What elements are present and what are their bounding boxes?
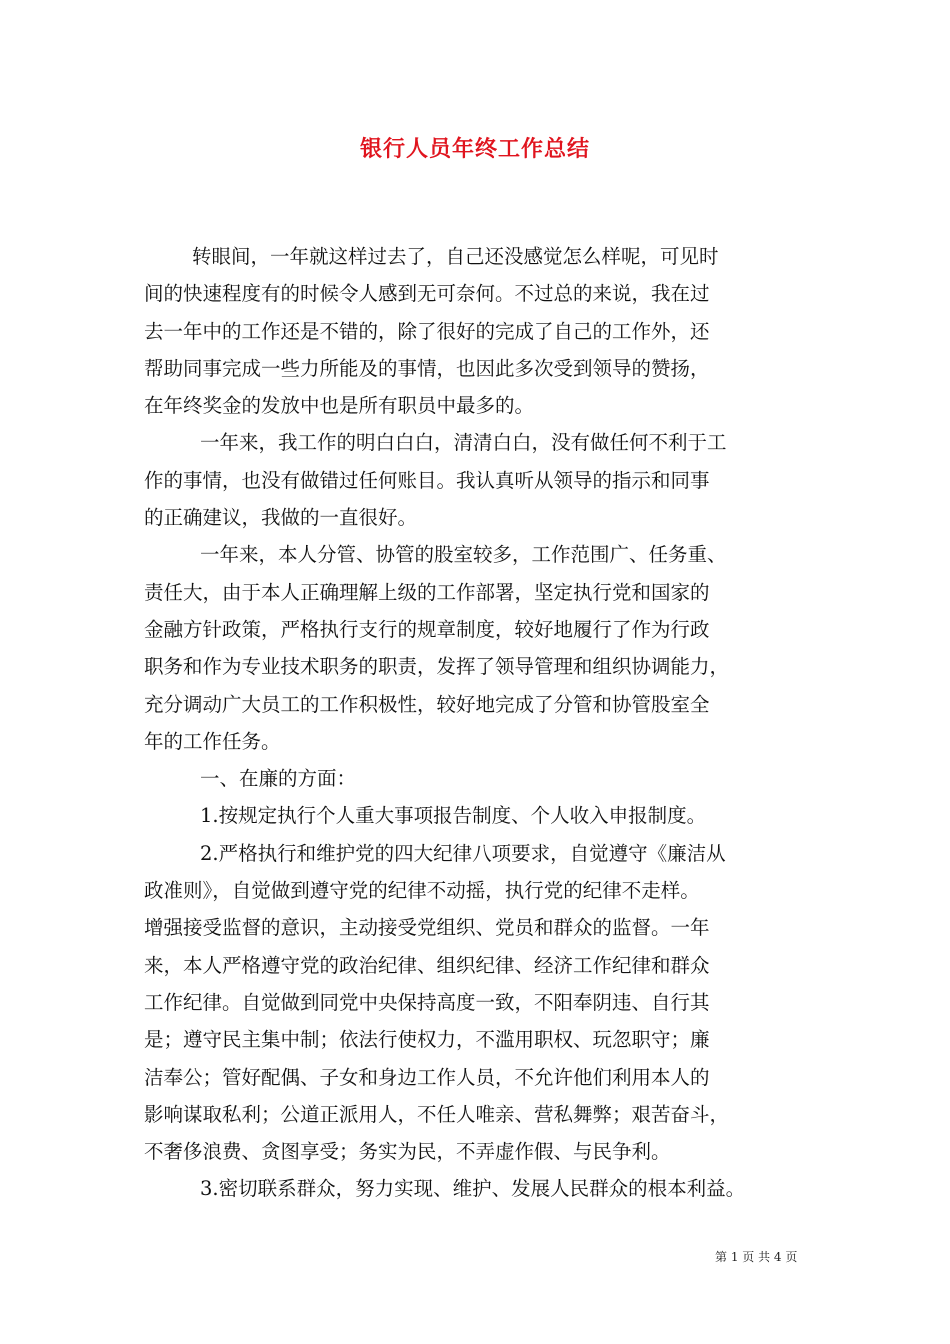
text-line: 年的工作任务。	[144, 729, 281, 753]
text-line: 充分调动广大员工的工作积极性，较好地完成了分管和协管股室全	[144, 692, 710, 716]
text-line: 在年终奖金的发放中也是所有职员中最多的。	[144, 394, 535, 418]
text-line: 一年来，我工作的明白白白，清清白白，没有做任何不利于工	[200, 431, 727, 455]
text-line: 洁奉公；管好配偶、子女和身边工作人员，不允许他们利用本人的	[144, 1065, 710, 1089]
list-item: 2.严格执行和维护党的四大纪律八项要求，自觉遵守《廉洁从	[200, 841, 726, 865]
text-line: 间的快速程度有的时候令人感到无可奈何。不过总的来说，我在过	[144, 282, 710, 306]
text-line: 工作纪律。自觉做到同党中央保持高度一致，不阳奉阴违、自行其	[144, 990, 710, 1014]
text-line: 是；遵守民主集中制；依法行使权力，不滥用职权、玩忽职守；廉	[144, 1028, 710, 1052]
section-heading: 一、在廉的方面：	[200, 767, 357, 791]
list-item: 1.按规定执行个人重大事项报告制度、个人收入申报制度。	[200, 804, 707, 828]
text-line: 作的事情，也没有做错过任何账目。我认真听从领导的指示和同事	[144, 468, 710, 492]
text-line: 去一年中的工作还是不错的，除了很好的完成了自己的工作外，还	[144, 319, 710, 343]
text-line: 一年来，本人分管、协管的股室较多，工作范围广、任务重、	[200, 543, 727, 567]
text-line: 职务和作为专业技术职务的职责，发挥了领导管理和组织协调能力，	[144, 655, 730, 679]
page-number: 第 1 页 共 4 页	[715, 1250, 798, 1264]
text-line: 责任大，由于本人正确理解上级的工作部署，坚定执行党和国家的	[144, 580, 710, 604]
text-line: 帮助同事完成一些力所能及的事情，也因此多次受到领导的赞扬，	[144, 356, 710, 380]
list-item: 3.密切联系群众，努力实现、维护、发展人民群众的根本利益。	[200, 1177, 746, 1201]
text-line: 来，本人严格遵守党的政治纪律、组织纪律、经济工作纪律和群众	[144, 953, 710, 977]
text-line: 影响谋取私利；公道正派用人，不任人唯亲、营私舞弊；艰苦奋斗，	[144, 1102, 730, 1126]
text-line: 转眼间，一年就这样过去了，自己还没感觉怎么样呢，可见时	[192, 245, 719, 268]
document-body	[144, 238, 812, 1208]
document-title: 银行人员年终工作总结	[359, 136, 590, 162]
text-line: 政准则》，自觉做到遵守党的纪律不动摇，执行党的纪律不走样。	[144, 879, 700, 903]
text-line: 增强接受监督的意识，主动接受党组织、党员和群众的监督。一年	[144, 916, 710, 940]
text-line: 的正确建议，我做的一直很好。	[144, 506, 418, 530]
text-line: 金融方针政策，严格执行支行的规章制度，较好地履行了作为行政	[144, 617, 710, 641]
text-line: 不奢侈浪费、贪图享受；务实为民，不弄虚作假、与民争利。	[144, 1140, 671, 1164]
